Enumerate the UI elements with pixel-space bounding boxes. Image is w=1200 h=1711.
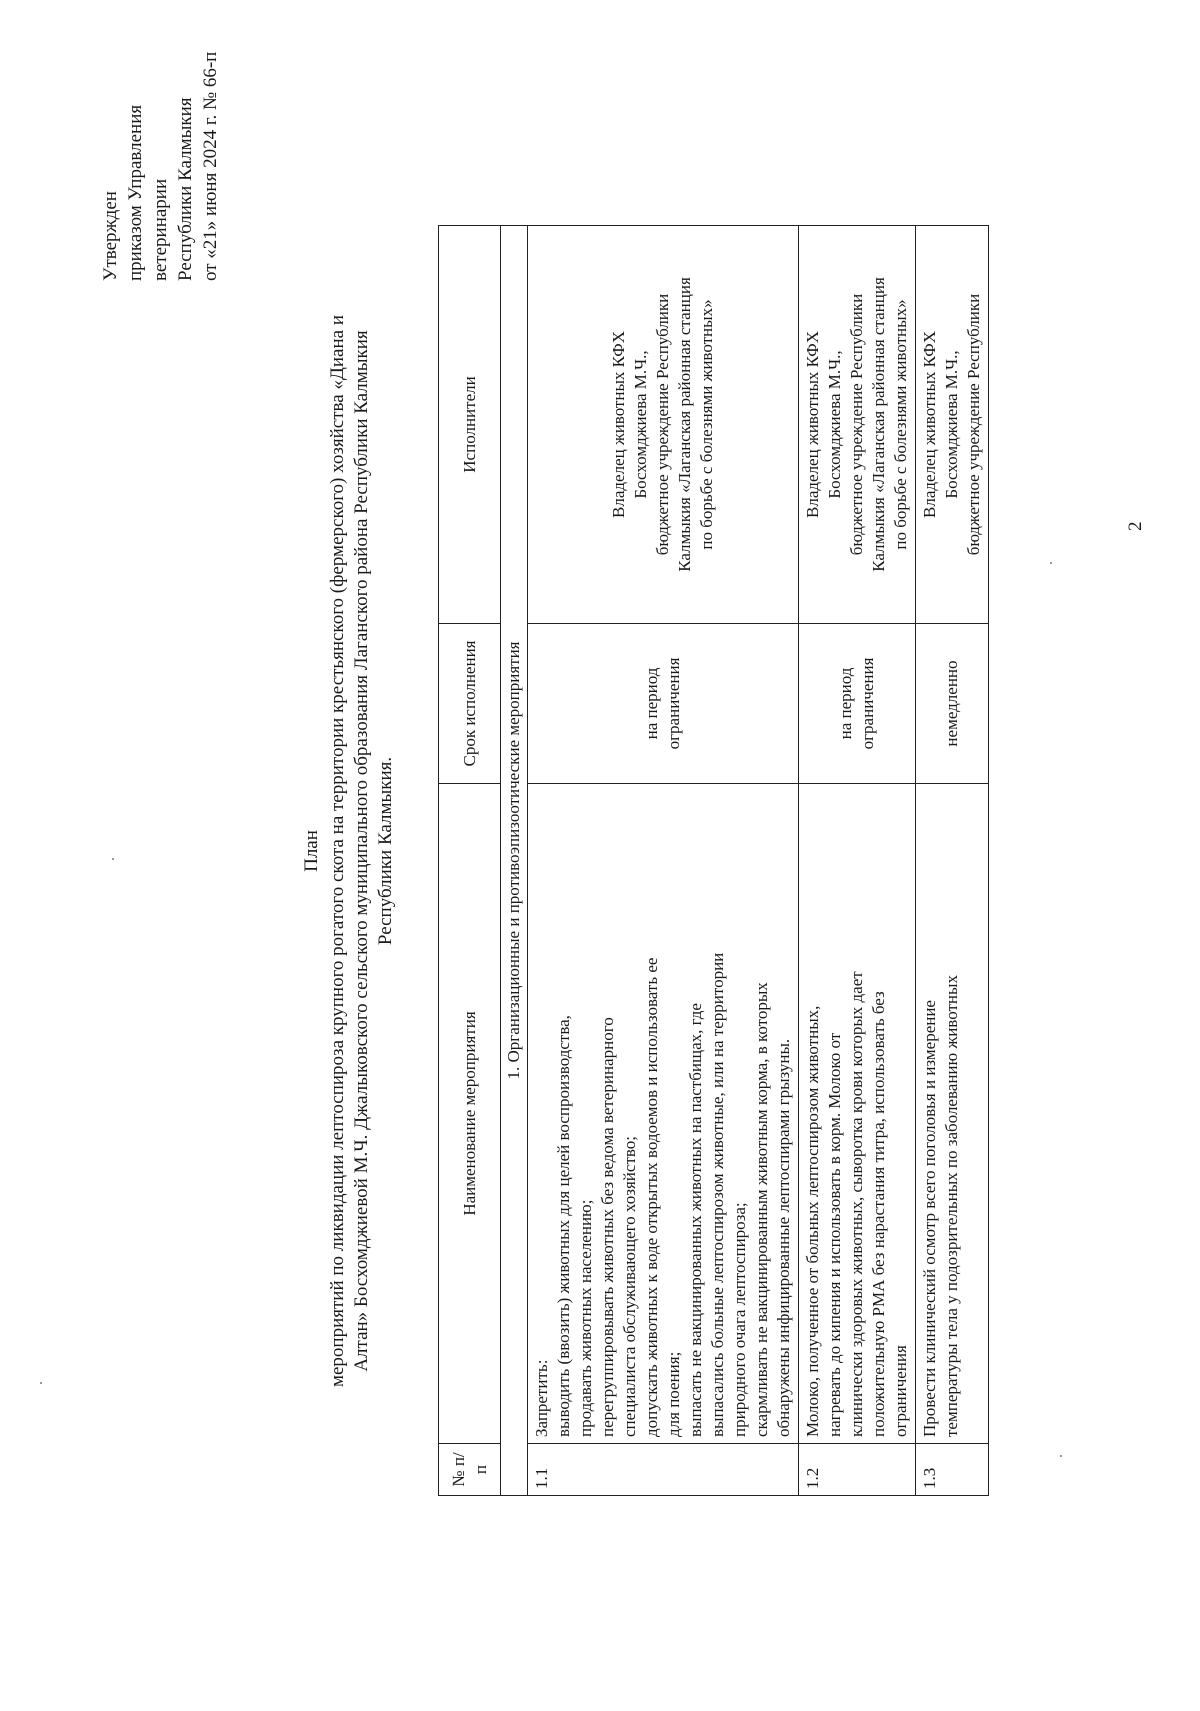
executor-line: бюджетное учреждение Республики: [964, 293, 983, 556]
row-num: 1.1: [528, 1444, 799, 1496]
executor-line: Калмыкия «Лаганская районная станция: [869, 277, 888, 572]
scan-speck: [1060, 1455, 1062, 1457]
executor-line: Владелец животных КФХ: [920, 331, 939, 518]
desc-line: температуры тела у подозрительных по заболеванию животных: [942, 975, 961, 1437]
desc-line: выпасались больные лептоспирозом животные, или на территории: [708, 952, 727, 1437]
desc-line: природного очага лептоспироза;: [730, 1202, 749, 1437]
executor-line: по борьбе с болезнями животных»: [891, 299, 910, 550]
executor-line: Босхомджиева М.Ч.,: [631, 350, 650, 499]
desc-line: Молоко, полученное от больных лептоспирозом животных,: [803, 1005, 822, 1437]
plan-heading: План: [301, 830, 322, 872]
row-num: 1.2: [799, 1444, 916, 1496]
desc-line: положительную РМА без нарастания титра, использовать без: [869, 991, 888, 1437]
desc-line: выводить (ввозить) животных для целей воспроизводства,: [554, 1015, 573, 1437]
row-executors: [916, 226, 989, 624]
approval-line: Утвержден: [100, 191, 121, 281]
desc-line: перегруппировывать животных без ведома ветеринарного: [598, 1017, 617, 1437]
header-name: Наименование мероприятия: [439, 784, 501, 1444]
executor-line: Босхомджиева М.Ч.,: [942, 350, 961, 499]
table-header-row: [439, 226, 501, 1496]
row-executors: [799, 226, 916, 624]
row-term: на период ограничения: [799, 624, 916, 784]
row-executors: [528, 226, 799, 624]
row-term: на период ограничения: [528, 624, 799, 784]
approval-line: от «21» июня 2024 г. № 66-п: [200, 51, 221, 281]
section-title: 1. Организационные и противоэпизоотические мероприятия: [501, 226, 528, 1496]
header-num: № п/п: [439, 1444, 501, 1496]
table-row: [528, 226, 799, 1496]
scan-speck: [1050, 562, 1052, 564]
table-row: [799, 226, 916, 1496]
page-number: 2: [1125, 521, 1146, 531]
desc-line: обнаружены инфицированные лептоспирами грызуны.: [774, 1038, 793, 1437]
row-description: [528, 784, 799, 1444]
desc-line: продавать животных населению;: [576, 1199, 595, 1437]
executor-line: бюджетное учреждение Республики: [847, 293, 866, 556]
approval-line: Республики Калмыкия: [175, 97, 196, 281]
plan-title-line: Алтан» Босхомджиевой М.Ч. Джалыковского сельского муниципального образования Лаганского района Республики Калмыкия: [351, 330, 372, 1372]
desc-line: нагревать до кипения и использовать в корм. Молоко от: [825, 1032, 844, 1437]
plan-table-wrap: [438, 226, 989, 1496]
plan-title: [300, 301, 398, 1401]
approval-line: ветеринарии: [150, 178, 171, 281]
desc-line: клинически здоровых животных, сыворотка крови которых дает: [847, 971, 866, 1437]
table-row: [916, 226, 989, 1496]
row-description: [916, 784, 989, 1444]
plan-table: [438, 225, 989, 1496]
executor-line: по борьбе с болезнями животных»: [697, 299, 716, 550]
scan-speck: [112, 858, 114, 860]
scan-speck: [40, 1382, 42, 1384]
desc-line: допускать животных к воде открытых водоемов и использовать ее: [642, 957, 661, 1437]
executor-line: Босхомджиева М.Ч.,: [825, 350, 844, 499]
desc-line: выпасать не вакцинированных животных на пастбищах, где: [686, 1003, 705, 1437]
desc-line: скармливать не вакцинированным животным корма, в которых: [752, 982, 771, 1437]
approval-line: приказом Управления: [125, 104, 146, 281]
executor-line: Владелец животных КФХ: [609, 331, 628, 518]
desc-line: Запретить:: [532, 1359, 551, 1437]
header-term: Срок исполнения: [439, 624, 501, 784]
plan-title-line: Республики Калмыкия.: [375, 756, 396, 946]
executor-line: бюджетное учреждение Республики: [653, 293, 672, 556]
desc-line: специалиста обслуживающего хозяйство;: [620, 1135, 639, 1437]
header-executors: Исполнители: [439, 226, 501, 624]
desc-line: Провести клинический осмотр всего поголовья и измерение: [920, 1000, 939, 1437]
row-term: немедленно: [916, 624, 989, 784]
row-num: 1.3: [916, 1444, 989, 1496]
desc-line: ограничения: [891, 1345, 910, 1437]
desc-line: для поения;: [664, 1351, 683, 1437]
plan-title-line: мероприятий по ликвидации лептоспироза крупного рогатого скота на территории крестьянского (фермерского) хозяйства «Диана и: [327, 314, 348, 1388]
row-description: [799, 784, 916, 1444]
executor-line: Калмыкия «Лаганская районная станция: [675, 277, 694, 572]
executor-line: Владелец животных КФХ: [803, 331, 822, 518]
approval-block: [98, 52, 223, 281]
section-row: [501, 226, 528, 1496]
